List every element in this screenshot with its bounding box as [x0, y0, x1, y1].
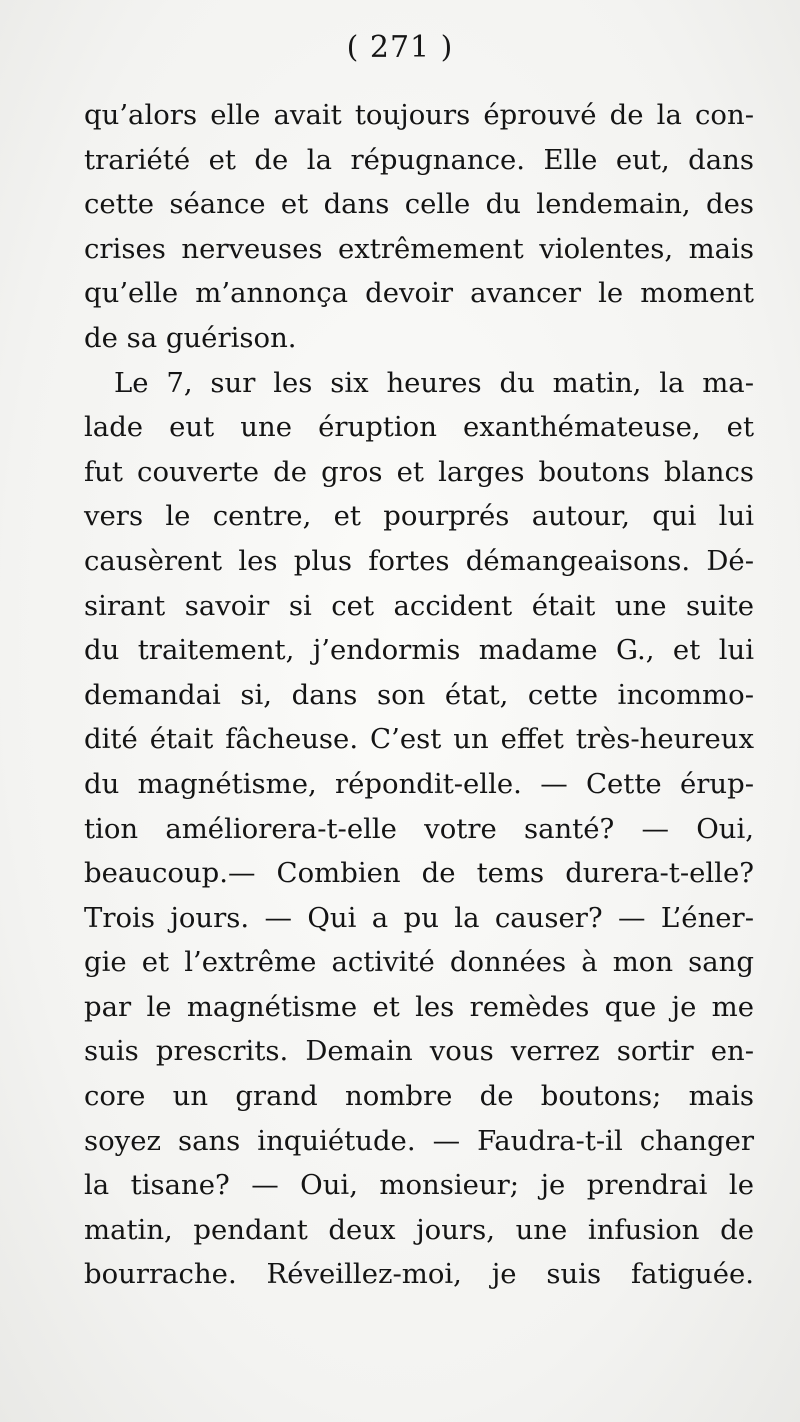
text-line: beaucoup.— Combien de tems durera-t-elle?	[84, 857, 754, 890]
text-line: bourrache. Réveillez-moi, je suis fatiguée.	[84, 1258, 754, 1291]
text-line: sirant savoir si cet accident était une suite	[84, 589, 754, 622]
text-line: vers le centre, et pourprés autour, qui lui	[84, 500, 754, 533]
text-line: crises nerveuses extrêmement violentes, mais	[84, 232, 754, 265]
text-line: du magnétisme, répondit-elle. — Cette érup-	[84, 767, 754, 800]
text-line: core un grand nombre de boutons; mais	[84, 1080, 754, 1113]
text-line: de sa guérison.	[84, 321, 297, 354]
text-line: qu’alors elle avait toujours éprouvé de la con-	[84, 99, 754, 131]
text-line: gie et l’extrême activité données à mon sang	[84, 946, 754, 979]
text-line: soyez sans inquiétude. — Faudra-t-il changer	[84, 1124, 754, 1157]
text-line: demandai si, dans son état, cette incommo-	[84, 678, 754, 711]
text-line: causèrent les plus fortes démangeaisons. Dé-	[84, 544, 754, 577]
text-line: tion améliorera-t-elle votre santé? — Oui,	[84, 812, 754, 845]
body-text	[84, 93, 754, 1297]
text-line: dité était fâcheuse. C’est un effet très-heureux	[84, 723, 754, 756]
text-line: Trois jours. — Qui a pu la causer? — L’éner-	[84, 901, 754, 934]
text-line: par le magnétisme et les remèdes que je me	[84, 990, 754, 1023]
text-line: lade eut une éruption exanthémateuse, et	[84, 411, 754, 444]
text-line: matin, pendant deux jours, une infusion de	[84, 1213, 754, 1246]
text-line: cette séance et dans celle du lendemain, des	[84, 188, 754, 221]
text-line: fut couverte de gros et larges boutons blancs	[84, 455, 754, 488]
text-line: suis prescrits. Demain vous verrez sortir en-	[84, 1035, 754, 1068]
text-line: la tisane? — Oui, monsieur; je prendrai le	[84, 1169, 754, 1202]
text-line: qu’elle m’annonça devoir avancer le moment	[84, 277, 754, 310]
text-line: Le 7, sur les six heures du matin, la ma-	[114, 366, 754, 399]
text-line: trariété et de la répugnance. Elle eut, dans	[84, 143, 754, 176]
page-number: ( 271 )	[346, 30, 454, 65]
text-line: du traitement, j’endormis madame G., et lui	[84, 634, 754, 667]
